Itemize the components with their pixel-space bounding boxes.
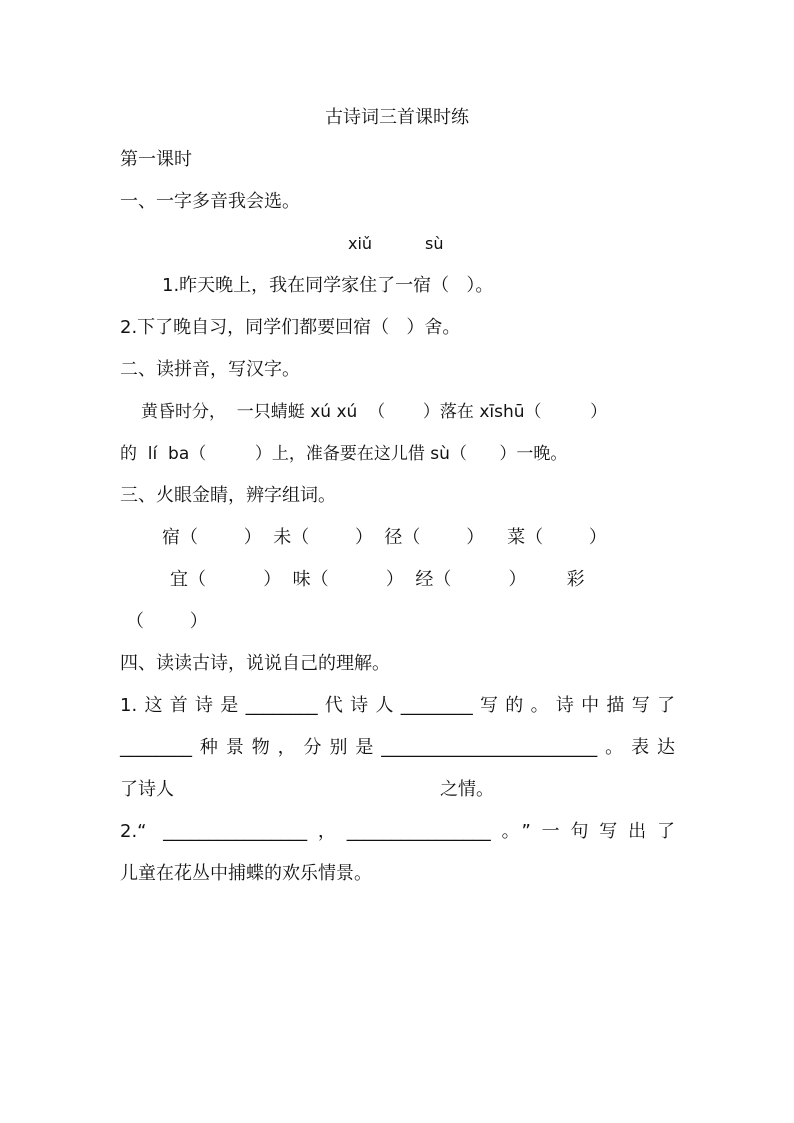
s3-row-3: （ ） bbox=[126, 611, 208, 632]
section-1-heading: 一、一字多音我会选。 bbox=[120, 191, 300, 212]
pinyin-option-2: sù bbox=[425, 234, 444, 253]
s1-question-1: 1.昨天晚上，我在同学家住了一宿（ ）。 bbox=[162, 275, 494, 296]
pinyin-option-1: xiǔ bbox=[348, 234, 373, 253]
s4-q2-line-2: 儿童在花丛中捕蝶的欢乐情景。 bbox=[120, 863, 372, 884]
lesson-label: 第一课时 bbox=[120, 149, 192, 170]
s2-line-1: 黄昏时分， 一只蜻蜓 xú xú （ ）落在 xīshū（ ） bbox=[141, 402, 608, 422]
section-2-heading: 二、读拼音，写汉字。 bbox=[120, 359, 300, 380]
s1-question-2: 2.下了晚自习，同学们都要回宿（ ）舍。 bbox=[120, 317, 461, 338]
section-3-heading: 三、火眼金睛，辨字组词。 bbox=[120, 485, 336, 506]
s4-q1-line-3-end: 之情。 bbox=[440, 779, 494, 800]
s4-q1-line-3-start: 了诗人 bbox=[120, 779, 174, 800]
section-4-heading: 四、读读古诗，说说自己的理解。 bbox=[120, 653, 390, 674]
page-title: 古诗词三首课时练 bbox=[325, 107, 469, 128]
s3-row-1: 宿（ ） 未（ ） 径（ ） 菜（ ） bbox=[162, 527, 607, 548]
s4-q1-line-2: ________种景物，分别是________________________。表达 bbox=[120, 737, 675, 758]
s4-q1-line-1: 1.这首诗是________代诗人________写的。诗中描写了 bbox=[120, 695, 675, 716]
s2-line-2: 的 lí ba（ ）上，准备要在这儿借 sù（ ）一晚。 bbox=[120, 444, 568, 464]
s3-row-2: 宜（ ） 味（ ） 经（ ） 彩 bbox=[170, 569, 585, 590]
s4-q2-line-1: 2.“ ________________，________________。”一句写出了 bbox=[120, 821, 675, 842]
